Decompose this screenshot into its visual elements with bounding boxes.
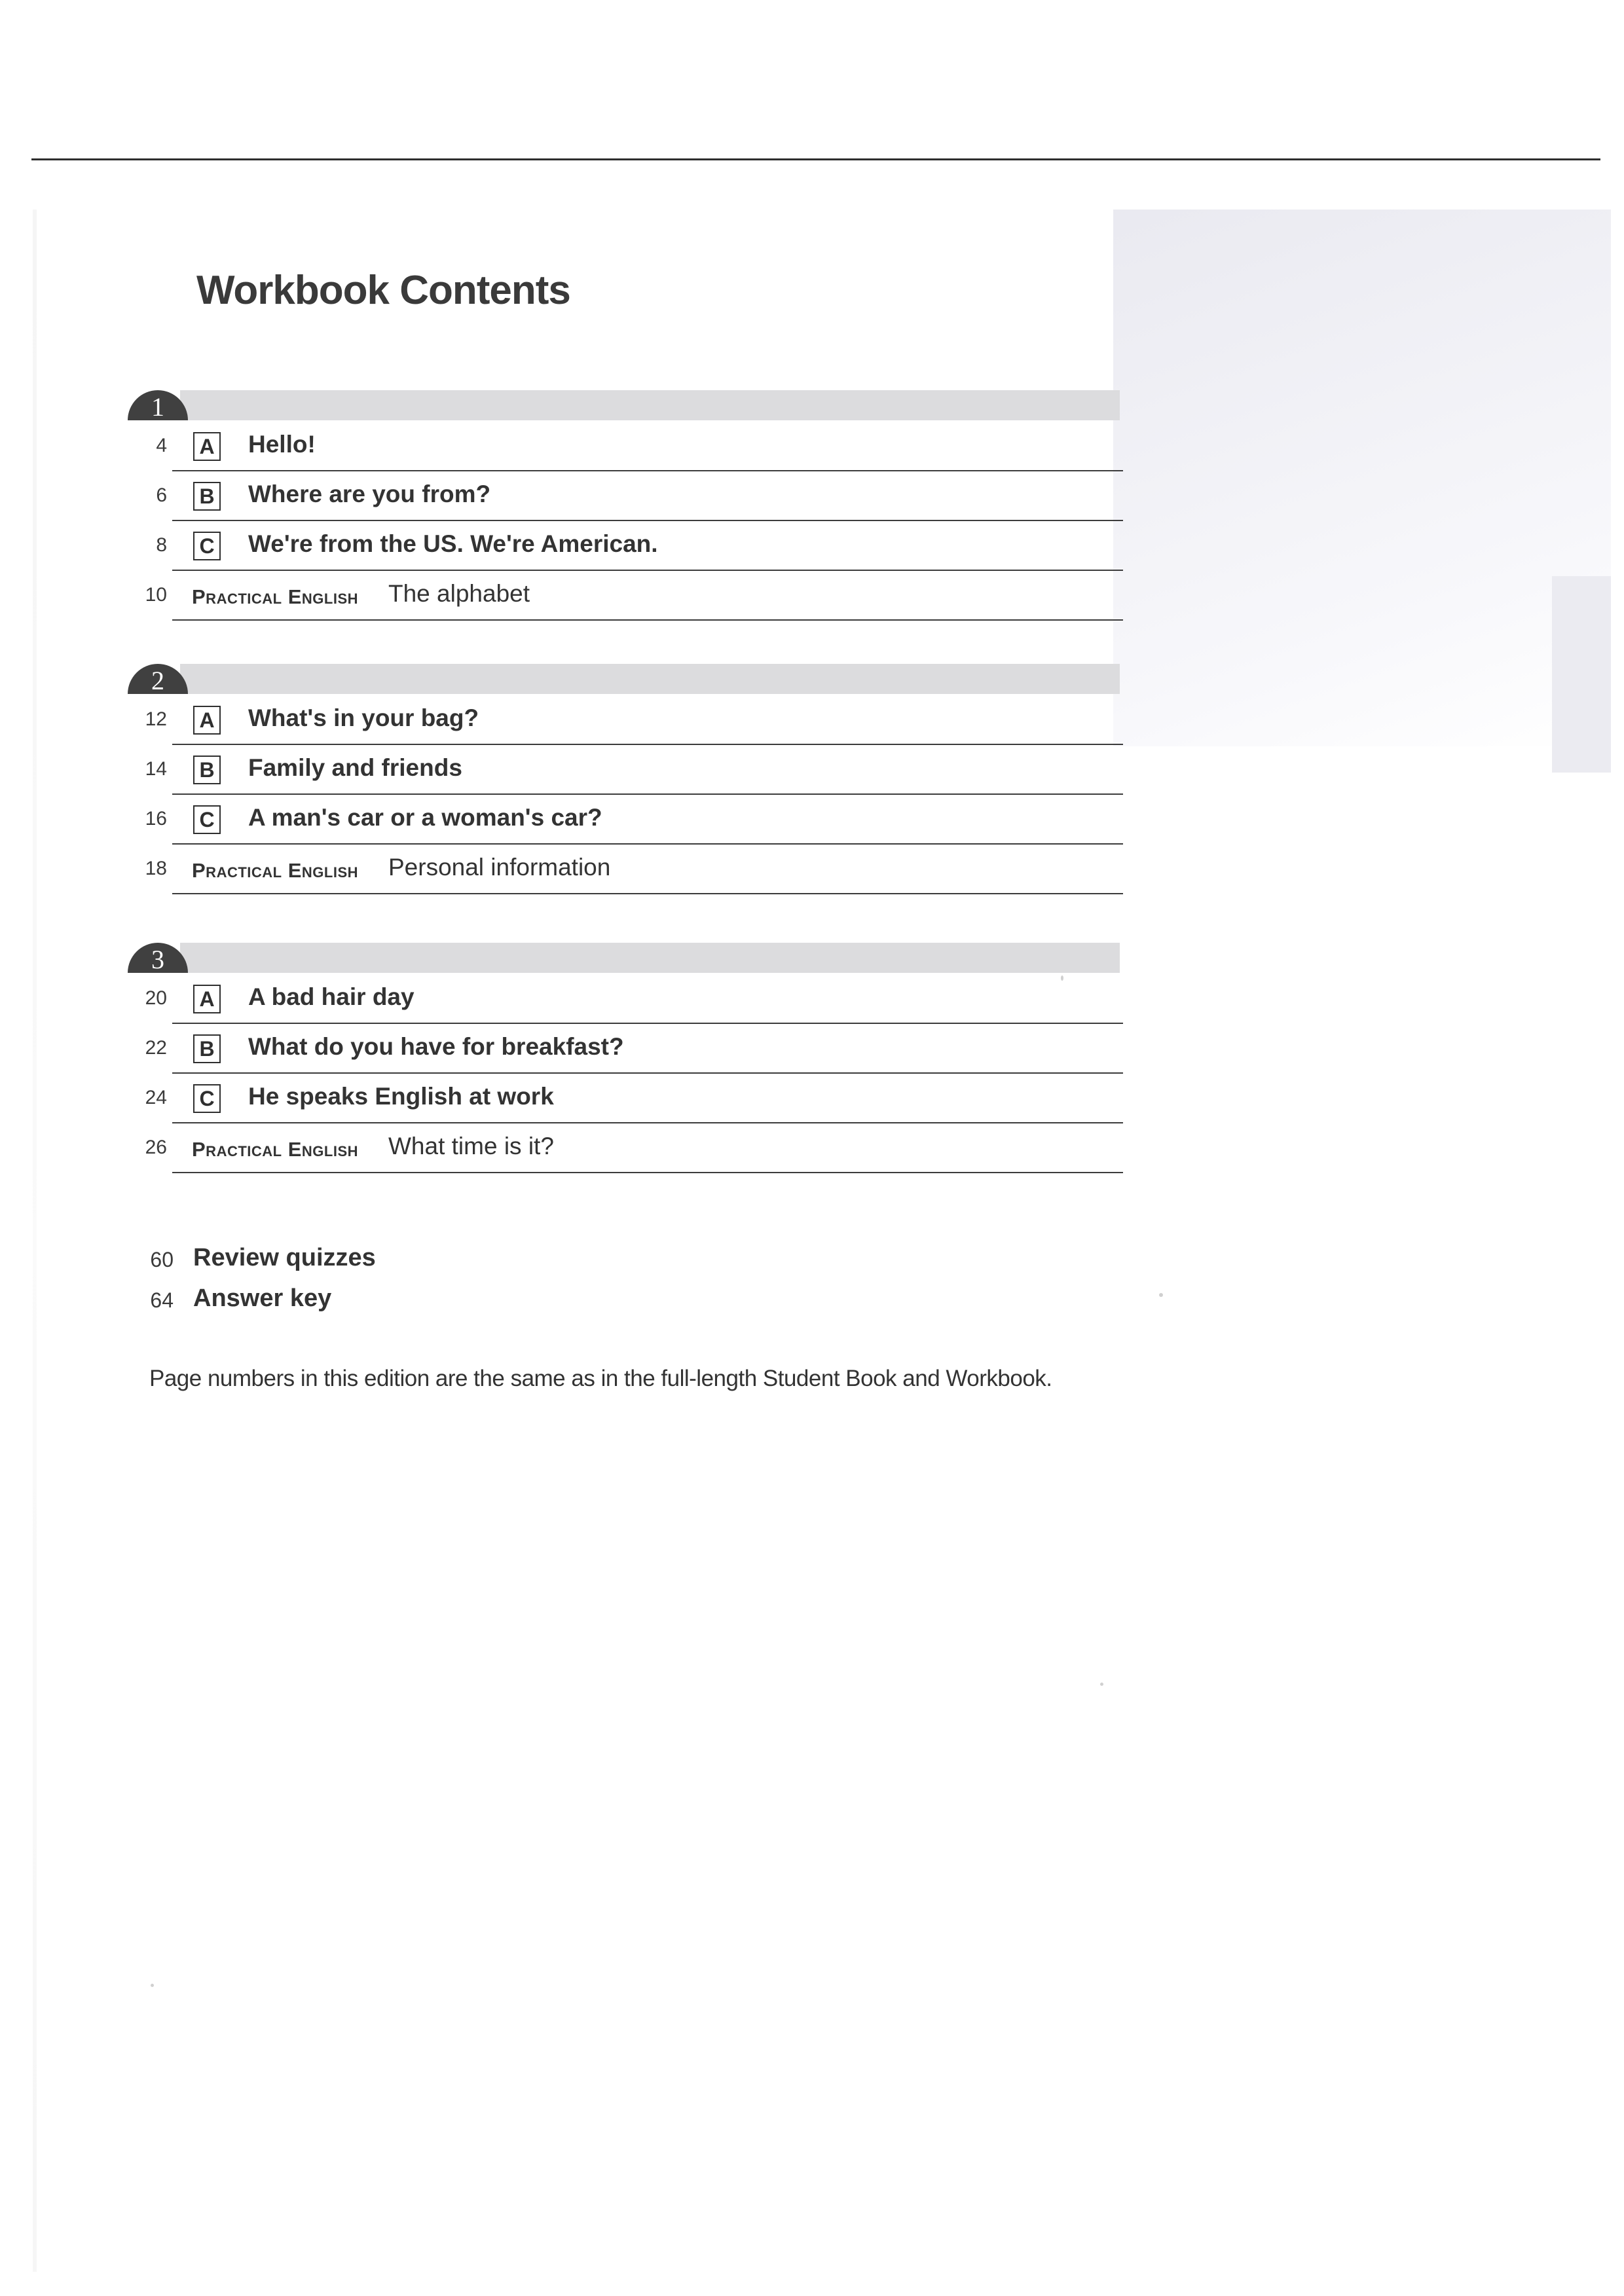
extras-title: Answer key (193, 1285, 332, 1312)
lesson-letter: A (193, 985, 221, 1013)
lesson-title: A man's car or a woman's car? (248, 804, 602, 831)
unit-number-badge: 1 (128, 390, 188, 420)
practical-english-row[interactable] (145, 1123, 1123, 1173)
page-number: 8 (156, 534, 167, 556)
bleed-through-shadow (1113, 210, 1611, 746)
lesson-row[interactable] (145, 1024, 1123, 1074)
scan-speck (151, 1984, 154, 1987)
practical-english-label: Practical English (192, 859, 359, 882)
lesson-title: What time is it? (388, 1133, 554, 1159)
lesson-letter: B (193, 1034, 221, 1063)
lesson-letter: C (193, 532, 221, 560)
page-number: 10 (145, 584, 167, 606)
page-number: 14 (145, 758, 167, 780)
unit-number-badge: 2 (128, 664, 188, 694)
lesson-title: Personal information (388, 854, 611, 881)
lesson-title: We're from the US. We're American. (248, 530, 658, 557)
practical-english-row[interactable] (145, 845, 1123, 894)
page-number: 6 (156, 484, 167, 506)
unit-header (128, 390, 1123, 422)
footnote: Page numbers in this edition are the same as in the full-length Student Book and Workbook. (149, 1366, 1052, 1391)
lesson-row[interactable] (156, 521, 1123, 571)
lesson-row[interactable] (145, 1074, 1123, 1123)
lesson-letter: A (193, 706, 221, 735)
page-number: 60 (150, 1248, 174, 1271)
scan-edge-shadow (33, 210, 37, 2272)
page-number: 4 (156, 435, 167, 456)
unit-bar (180, 390, 1120, 420)
lesson-title: Hello! (248, 431, 316, 458)
page-number: 26 (145, 1137, 167, 1158)
page-number: 16 (145, 808, 167, 829)
scan-speck (1061, 975, 1063, 981)
lesson-title: Family and friends (248, 754, 462, 781)
top-rule (31, 158, 1600, 160)
unit-header (128, 664, 1123, 695)
lesson-row[interactable] (145, 974, 1123, 1024)
lesson-title: A bad hair day (248, 983, 415, 1010)
scan-speck (1159, 1293, 1163, 1297)
unit-3 (128, 943, 1123, 1173)
unit-2 (128, 664, 1123, 894)
unit-bar (180, 664, 1120, 694)
practical-english-row[interactable] (145, 571, 1123, 621)
lesson-row[interactable] (145, 795, 1123, 845)
page-number: 18 (145, 858, 167, 879)
page-number: 24 (145, 1087, 167, 1108)
bleed-through-shadow-edge (1552, 576, 1611, 773)
unit-header (128, 943, 1123, 974)
lesson-letter: C (193, 1084, 221, 1113)
practical-english-label: Practical English (192, 1138, 359, 1161)
lesson-title: What do you have for breakfast? (248, 1033, 624, 1060)
lesson-row[interactable] (145, 695, 1123, 745)
page-title: Workbook Contents (196, 268, 570, 313)
lesson-letter: B (193, 482, 221, 511)
unit-1 (128, 390, 1123, 621)
lesson-row[interactable] (156, 422, 1123, 471)
page-number: 22 (145, 1037, 167, 1059)
lesson-row[interactable] (156, 471, 1123, 521)
lesson-title: He speaks English at work (248, 1083, 554, 1110)
page-number: 12 (145, 708, 167, 730)
lesson-letter: B (193, 756, 221, 784)
lesson-title: What's in your bag? (248, 704, 479, 731)
lesson-letter: C (193, 805, 221, 834)
scan-speck (1100, 1683, 1103, 1686)
lesson-letter: A (193, 432, 221, 461)
practical-english-label: Practical English (192, 585, 359, 608)
lesson-row[interactable] (145, 745, 1123, 795)
page-number: 64 (150, 1288, 174, 1312)
unit-number-badge: 3 (128, 943, 188, 973)
extras-title: Review quizzes (193, 1244, 376, 1271)
lesson-title: Where are you from? (248, 481, 491, 507)
unit-bar (180, 943, 1120, 973)
page-number: 20 (145, 987, 167, 1009)
lesson-title: The alphabet (388, 580, 530, 607)
